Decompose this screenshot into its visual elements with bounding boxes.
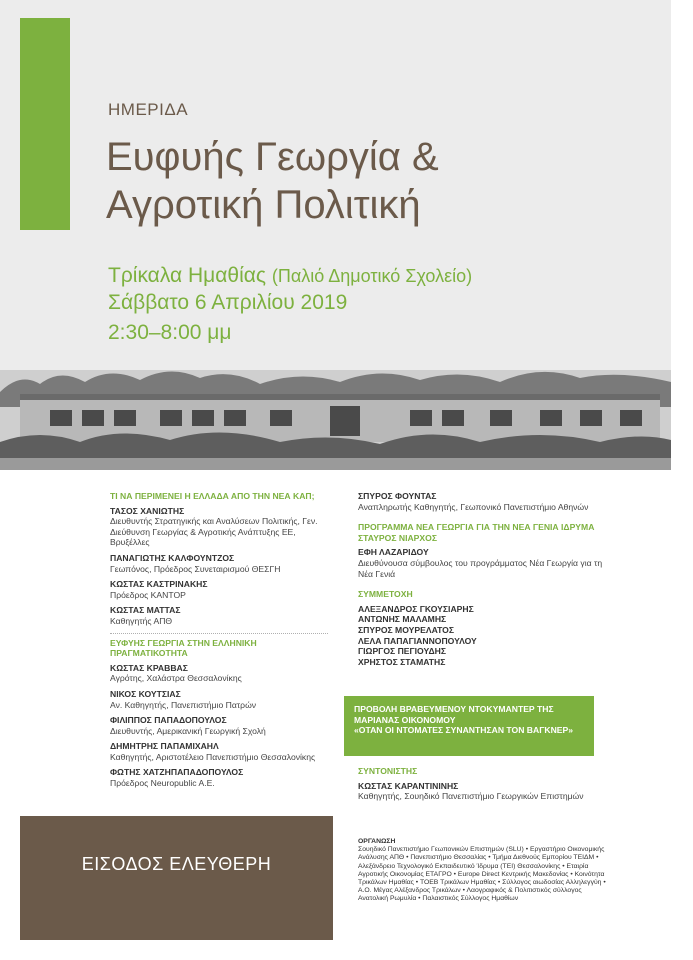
- organizers: [358, 838, 608, 904]
- speaker-name: ΦΩΤΗΣ ΧΑΤΖΗΠΑΠΑΔΟΠΟΥΛΟΣ: [110, 767, 244, 778]
- documentary-line-1: ΠΡΟΒΟΛΗ ΒΡΑΒΕΥΜΕΝΟΥ ΝΤΟΚΥΜΑΝΤΕΡ ΤΗΣ: [354, 704, 554, 714]
- speaker-name: ΚΩΣΤΑΣ ΚΑΣΤΡΙΝΑΚΗΣ: [110, 579, 208, 590]
- speaker-name: ΠΑΝΑΓΙΩΤΗΣ ΚΑΛΦΟΥΝΤΖΟΣ: [110, 552, 235, 563]
- speaker-name: ΚΩΣΤΑΣ ΚΡΑΒΒΑΣ: [110, 662, 188, 673]
- free-entry-box: [20, 816, 333, 940]
- section-heading: ΣΥΜΜΕΤΟΧΗ: [358, 589, 413, 600]
- documentary-line-2: ΜΑΡΙΑΝΑΣ ΟΙΚΟΝΟΜΟΥ: [354, 714, 456, 725]
- organizers-text: Σουηδικό Πανεπιστήμιο Γεωπονικών Επιστημών (SLU) • Εργαστήριο Οικονομικής Ανάλυσης ΑΠΘ • Πανεπιστήμιο Θεσσαλίας • Τμήμα Διεθνούς Εμπορίου ΤΕΙΔΜ • Αλεξάνδρειο Τεχνολογικό Εκπαιδευτικό Ίδρυμα (ΤΕΙ) Θεσσαλονίκης • Εταιρία Αγροτικής Οικονομίας ΕΤΑΓΡΟ • Europe Direct Κεντρικής Μακεδονίας • Κοινότητα Τρικάλων Ημαθίας • ΤΟΕΒ Τρικάλων Ημαθίας • Σύλλογος αιωδοσίας Αλληλεγγύη • Α.Ο. Μέγας Αλέξανδρος Τρικάλων • Λαογραφικός & Πολιτιστικός σύλλογος Ανατολική Ρωμυλία • Παλαιστικός Σύλλογος Ημαθίων: [358, 846, 606, 903]
- event-time: 2:30–8:00 μμ: [108, 321, 232, 344]
- speaker: [110, 689, 335, 710]
- page-margin: [671, 0, 693, 960]
- school-building-photo: [0, 362, 671, 470]
- coordinator-role: Καθηγητής, Σουηδικό Πανεπιστήμιο Γεωργικών Επιστημών: [358, 791, 584, 802]
- speaker: [358, 547, 608, 579]
- speaker-role: Γεωπόνος, Πρόεδρος Συνεταιρισμού ΘΕΣΓΗ: [110, 563, 281, 574]
- participant: ΣΠΥΡΟΣ ΜΟΥΡΕΛΑΤΟΣ: [358, 624, 455, 635]
- speaker-name: ΔΗΜΗΤΡΗΣ ΠΑΠΑΜΙΧΑΗΛ: [110, 741, 219, 752]
- title-line-2: Αγροτική Πολιτική: [106, 183, 421, 227]
- event-title: [106, 133, 646, 229]
- right-column: [358, 491, 608, 667]
- coordinator-block: [358, 766, 608, 807]
- divider: [110, 633, 328, 634]
- speaker-role: Διευθυντής Στρατηγικής και Αναλύσεων Πολιτικής, Γεν. Διεύθυνση Γεωργίας & Αγροτικής Ανάπτυξης ΕΕ, Βρυξέλλες: [110, 516, 318, 548]
- speaker: [110, 741, 335, 762]
- section-heading: ΤΙ ΝΑ ΠΕΡΙΜΕΝΕΙ Η ΕΛΛΑΔΑ ΑΠΟ ΤΗΝ ΝΕΑ ΚΑΠ;: [110, 491, 315, 501]
- event-date: Σάββατο 6 Απριλίου 2019: [108, 291, 348, 314]
- speaker-name: ΦΙΛΙΠΠΟΣ ΠΑΠΑΔΟΠΟΥΛΟΣ: [110, 715, 227, 726]
- event-type: ΗΜΕΡΙΔΑ: [108, 100, 189, 119]
- participant: ΛΕΛΑ ΠΑΠΑΓΙΑΝΝΟΠΟΥΛΟΥ: [358, 635, 477, 646]
- speaker: [110, 579, 335, 600]
- venue-name: Τρίκαλα Ημαθίας: [108, 264, 266, 287]
- participant: ΑΝΤΩΝΗΣ ΜΑΛΑΜΗΣ: [358, 614, 447, 625]
- speaker: [110, 663, 335, 684]
- speaker-role: Καθηγητής, Αριστοτέλειο Πανεπιστήμιο Θεσσαλονίκης: [110, 751, 316, 762]
- speaker-name: ΕΦΗ ΛΑΖΑΡΙΔΟΥ: [358, 547, 429, 558]
- left-column: [110, 491, 335, 794]
- venue: [108, 262, 668, 290]
- speaker-name: ΚΩΣΤΑΣ ΜΑΤΤΑΣ: [110, 605, 181, 616]
- section-heading: ΣΥΝΤΟΝΙΣΤΗΣ: [358, 766, 418, 776]
- organizers-label: ΟΡΓΑΝΩΣΗ: [358, 838, 396, 845]
- speaker-role: Αν. Καθηγητής, Πανεπιστήμιο Πατρών: [110, 699, 257, 710]
- speaker-name: ΤΑΣΟΣ ΧΑΝΙΩΤΗΣ: [110, 505, 185, 516]
- speaker-role: Καθηγητής ΑΠΘ: [110, 615, 173, 626]
- speaker: [110, 715, 335, 736]
- accent-bar: [20, 18, 70, 230]
- speaker: [110, 767, 335, 788]
- coordinator-name: ΚΩΣΤΑΣ ΚΑΡΑΝΤΙΝΙΝΗΣ: [358, 780, 459, 791]
- participant: ΧΡΗΣΤΟΣ ΣΤΑΜΑΤΗΣ: [358, 656, 446, 667]
- section-heading: ΠΡΟΓΡΑΜΜΑ ΝΕΑ ΓΕΩΡΓΙΑ ΓΙΑ ΤΗΝ ΝΕΑ ΓΕΝΙΑ ΙΔΡΥΜΑ ΣΤΑΥΡΟΣ ΝΙΑΡΧΟΣ: [358, 522, 595, 543]
- speaker: [358, 491, 608, 512]
- speaker: [110, 605, 335, 626]
- speaker-role: Διευθυντής, Αμερικανική Γεωργική Σχολή: [110, 725, 266, 736]
- speaker-role: Αγρότης, Χαλάστρα Θεσσαλονίκης: [110, 673, 242, 684]
- participant: ΑΛΕΞΑΝΔΡΟΣ ΓΚΟΥΣΙΑΡΗΣ: [358, 603, 474, 614]
- section-heading: ΕΥΦΥΗΣ ΓΕΩΡΓΙΑ ΣΤΗΝ ΕΛΛΗΝΙΚΗ ΠΡΑΓΜΑΤΙΚΟΤΗΤΑ: [110, 637, 257, 659]
- venue-detail: (Παλιό Δημοτικό Σχολείο): [271, 266, 473, 286]
- speaker-role: Πρόεδρος ΚΑΝΤΟΡ: [110, 589, 186, 600]
- speaker-name: ΝΙΚΟΣ ΚΟΥΤΣΙΑΣ: [110, 688, 181, 699]
- speaker: [110, 506, 335, 548]
- documentary-line-3: «ΟΤΑΝ ΟΙ ΝΤΟΜΑΤΕΣ ΣΥΝΑΝΤΗΣΑΝ ΤΟΝ ΒΑΓΚΝΕΡ»: [354, 725, 574, 736]
- speaker: [110, 553, 335, 574]
- title-line-1: Ευφυής Γεωργία &: [106, 135, 439, 179]
- speaker-role: Αναπληρωτής Καθηγητής, Γεωπονικό Πανεπιστήμιο Αθηνών: [358, 501, 589, 512]
- speaker-role: Διευθύνουσα σύμβουλος του προγράμματος Νέα Γεωργία για τη Νέα Γενιά: [358, 557, 603, 579]
- free-entry-label: ΕΙΣΟΔΟΣ ΕΛΕΥΘΕΡΗ: [81, 854, 272, 874]
- participant: ΓΙΩΡΓΟΣ ΠΕΓΙΟΥΔΗΣ: [358, 646, 446, 657]
- documentary-box: [344, 696, 594, 756]
- speaker-role: Πρόεδρος Neuropublic A.E.: [110, 778, 215, 789]
- speaker-name: ΣΠΥΡΟΣ ΦΟΥΝΤΑΣ: [358, 491, 437, 501]
- coordinator: [358, 781, 608, 802]
